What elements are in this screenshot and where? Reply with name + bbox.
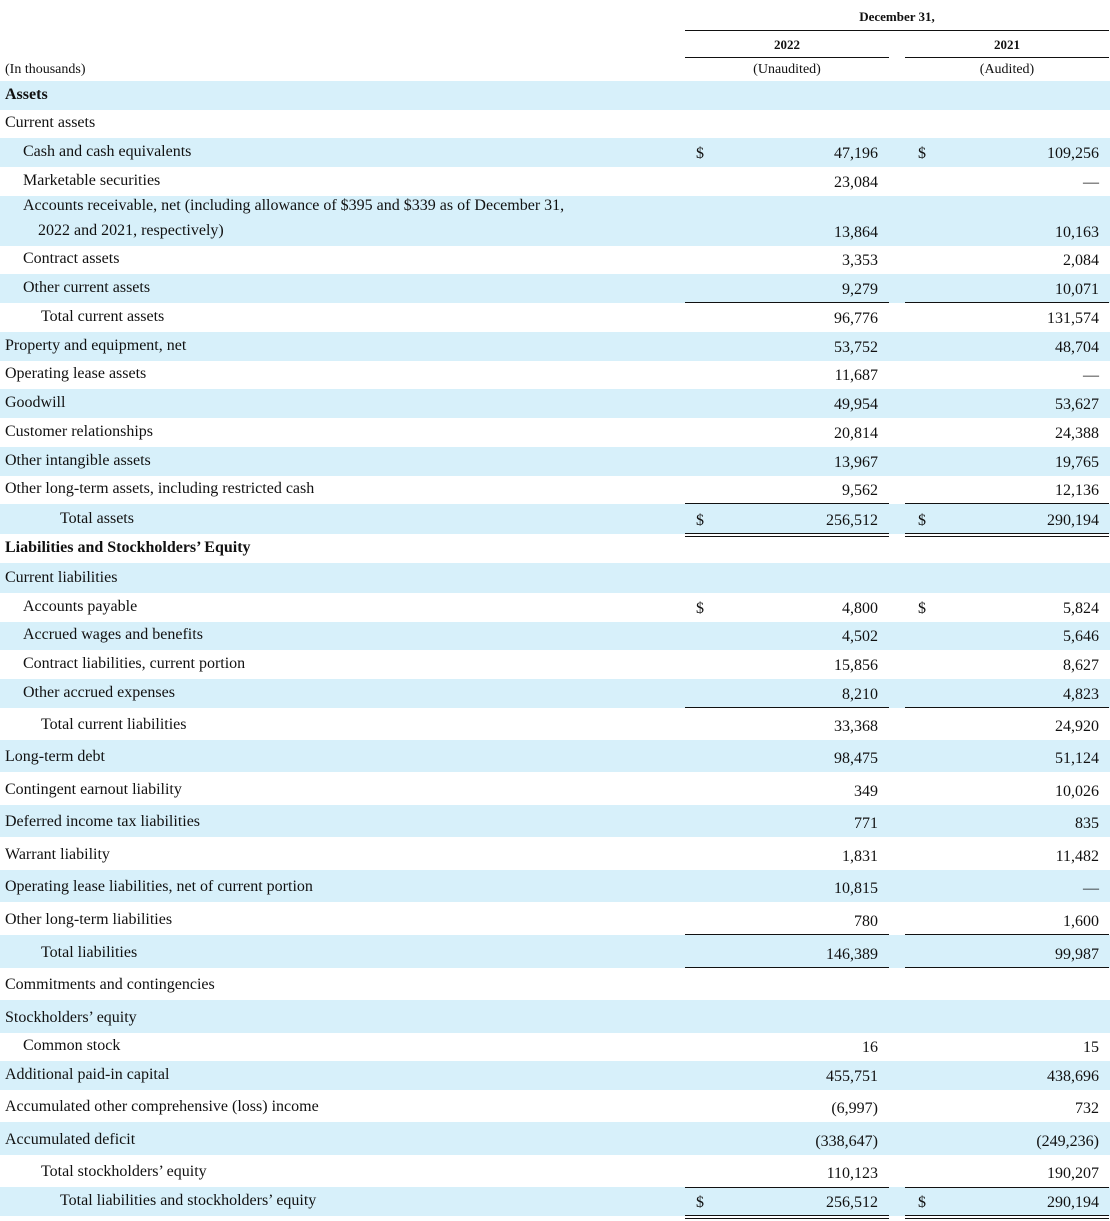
value-2021: (249,236) [1036,1133,1099,1150]
value-2022: 47,196 [834,145,878,162]
value-2021: 290,194 [1047,1194,1099,1211]
value-2021: 24,920 [1055,718,1099,735]
table-row-accumulated-other-comprehensive-loss-inc [0,1090,1110,1122]
row-label: Other intangible assets [5,452,151,469]
value-2022: 110,123 [826,1165,878,1182]
value-2021: 2,084 [1063,252,1099,269]
table-row-other-accrued-expenses [0,679,1110,708]
value-2021: 15 [1083,1039,1099,1056]
row-label: Other current assets [23,279,151,296]
table-row-other-intangible-assets [0,447,1110,476]
value-2021: 19,765 [1055,454,1099,471]
row-label: Operating lease liabilities, net of current portion [5,878,313,895]
row-label: Total liabilities and stockholders’ equity [60,1192,317,1209]
column-header-period: December 31, [859,9,935,24]
value-2022: (338,647) [815,1133,878,1150]
table-row-accumulated-deficit [0,1122,1110,1155]
total-top-rule [905,1187,1109,1188]
row-label: Common stock [23,1037,121,1054]
table-row-current-assets [0,110,1110,138]
column-status-2021: (Audited) [979,62,1035,77]
value-2022: 9,279 [842,281,878,298]
row-label: Total stockholders’ equity [41,1163,207,1180]
value-2021: 8,627 [1063,657,1099,674]
table-row-long-term-debt [0,740,1110,772]
value-2022: 780 [854,913,878,930]
table-row-accounts-payable [0,593,1110,622]
table-row-operating-lease-assets [0,361,1110,389]
value-2022: 33,368 [834,718,878,735]
row-label: Customer relationships [5,423,153,440]
table-row-accrued-wages-and-benefits [0,622,1110,650]
value-2022: 16 [862,1039,878,1056]
value-2022: 20,814 [834,425,878,442]
value-2021: 48,704 [1055,339,1099,356]
row-label: Accumulated other comprehensive (loss) income [5,1098,319,1115]
dollar-sign: $ [918,1194,926,1211]
value-2021: 99,987 [1055,946,1099,963]
dollar-sign: $ [918,512,926,529]
table-row-marketable-securities [0,167,1110,196]
value-2022: 10,815 [834,880,878,897]
row-label-line-1: Accounts receivable, net (including allowance of $395 and $339 as of December 31, [23,197,565,214]
row-label: Other long-term assets, including restricted cash [5,480,315,497]
value-2022: 23,084 [834,174,878,191]
row-label: Contract liabilities, current portion [23,655,246,672]
table-row-operating-lease-liabilities-net-of-curre [0,870,1110,902]
total-top-rule [685,1187,889,1188]
row-label: Accounts payable [23,598,138,615]
dollar-sign: $ [918,145,926,162]
value-2022: 3,353 [842,252,878,269]
table-row-commitments-and-contingencies [0,968,1110,1000]
value-2021: 5,824 [1063,600,1099,617]
row-label: Contract assets [23,250,120,267]
value-2022: 256,512 [826,1194,878,1211]
value-2021: — [1083,174,1099,191]
table-row-total-current-assets [0,303,1110,332]
value-2021: 53,627 [1055,396,1099,413]
column-header-year-2021: 2021 [994,37,1020,52]
row-label: Assets [5,86,48,103]
row-label: Other accrued expenses [23,684,175,701]
value-2022: 349 [854,783,878,800]
table-row-total-liabilities [0,935,1110,968]
row-label: Cash and cash equivalents [23,143,192,160]
table-row-liabilities-and-stockholders-equity [0,534,1110,563]
column-header-year-2022: 2022 [774,37,800,52]
value-2021: 12,136 [1055,482,1099,499]
row-label: Long-term debt [5,748,105,765]
units-note: (In thousands) [5,62,86,77]
table-row-contingent-earnout-liability [0,772,1110,805]
table-row-stockholders-equity [0,1000,1110,1033]
table-row-cash-and-cash-equivalents [0,138,1110,167]
value-2022: 9,562 [842,482,878,499]
row-label: Total liabilities [41,944,138,961]
table-row-common-stock [0,1033,1110,1061]
value-2022: 256,512 [826,512,878,529]
row-label: Marketable securities [23,172,161,189]
value-2021: 24,388 [1055,425,1099,442]
row-label: Operating lease assets [5,365,147,382]
value-2022: (6,997) [831,1100,878,1117]
value-2022: 771 [854,815,878,832]
row-label [23,193,650,243]
value-2021: 10,026 [1055,783,1099,800]
value-2022: 15,856 [834,657,878,674]
table-row-additional-paid-in-capital [0,1061,1110,1090]
value-2022: 13,864 [834,224,878,241]
value-2021: 190,207 [1047,1165,1099,1182]
table-row-warrant-liability [0,837,1110,870]
value-2022: 13,967 [834,454,878,471]
year-2021-underline [905,57,1109,58]
value-2021: 732 [1075,1100,1099,1117]
row-label: Current liabilities [5,569,118,586]
table-row-total-liabilities-and-stockholders-equit [0,1187,1110,1216]
table-row-other-long-term-assets-including-restric [0,476,1110,504]
year-2022-underline [685,57,889,58]
value-2022: 11,687 [834,367,878,384]
dollar-sign: $ [696,600,704,617]
row-label: Liabilities and Stockholders’ Equity [5,539,251,556]
value-2021: — [1083,367,1099,384]
value-2021: 51,124 [1055,750,1099,767]
row-label: Accrued wages and benefits [23,626,203,643]
value-2022: 455,751 [826,1068,878,1085]
row-label: Property and equipment, net [5,337,187,354]
table-row-other-current-assets [0,274,1110,303]
row-label: Deferred income tax liabilities [5,813,201,830]
table-row-other-long-term-liabilities [0,902,1110,935]
dollar-sign: $ [696,145,704,162]
value-2022: 4,800 [842,600,878,617]
value-2022: 98,475 [834,750,878,767]
table-row-goodwill [0,389,1110,418]
value-2021: — [1083,880,1099,897]
value-2022: 1,831 [842,848,878,865]
row-label: Stockholders’ equity [5,1009,137,1026]
dollar-sign: $ [918,600,926,617]
value-2021: 1,600 [1063,913,1099,930]
row-label: Warrant liability [5,846,110,863]
total-double-rule [905,1215,1109,1219]
dollar-sign: $ [696,512,704,529]
table-row-assets [0,81,1110,110]
value-2021: 10,163 [1055,224,1099,241]
row-label-line-2: 2022 and 2021, respectively) [38,222,224,239]
value-2022: 49,954 [834,396,878,413]
table-row-property-and-equipment-net [0,332,1110,361]
table-row-accounts-receivable-net-including-allowa [0,196,1110,246]
row-label: Accumulated deficit [5,1131,136,1148]
table-row-contract-liabilities-current-portion [0,650,1110,679]
value-2021: 835 [1075,815,1099,832]
row-label: Total current assets [41,308,165,325]
table-row-total-assets [0,504,1110,534]
total-double-rule [685,1215,889,1219]
period-underline [685,30,1109,31]
row-label: Total current liabilities [41,716,187,733]
row-label: Commitments and contingencies [5,976,215,993]
value-2022: 8,210 [842,686,878,703]
row-label: Goodwill [5,394,66,411]
value-2021: 109,256 [1047,145,1099,162]
table-row-current-liabilities [0,563,1110,593]
row-label: Total assets [60,510,134,527]
value-2022: 146,389 [826,946,878,963]
column-status-2022: (Unaudited) [753,62,821,77]
value-2021: 438,696 [1047,1068,1099,1085]
value-2021: 11,482 [1055,848,1099,865]
value-2021: 131,574 [1047,310,1099,327]
value-2022: 4,502 [842,628,878,645]
row-label: Contingent earnout liability [5,781,182,798]
table-row-total-current-liabilities [0,708,1110,740]
dollar-sign: $ [696,1194,704,1211]
table-row-deferred-income-tax-liabilities [0,805,1110,837]
row-label: Other long-term liabilities [5,911,173,928]
value-2021: 290,194 [1047,512,1099,529]
row-label: Current assets [5,114,96,131]
table-row-contract-assets [0,246,1110,274]
table-row-total-stockholders-equity [0,1155,1110,1187]
table-row-customer-relationships [0,418,1110,447]
value-2022: 96,776 [834,310,878,327]
value-2021: 5,646 [1063,628,1099,645]
value-2022: 53,752 [834,339,878,356]
value-2021: 4,823 [1063,686,1099,703]
row-label: Additional paid-in capital [5,1066,170,1083]
value-2021: 10,071 [1055,281,1099,298]
